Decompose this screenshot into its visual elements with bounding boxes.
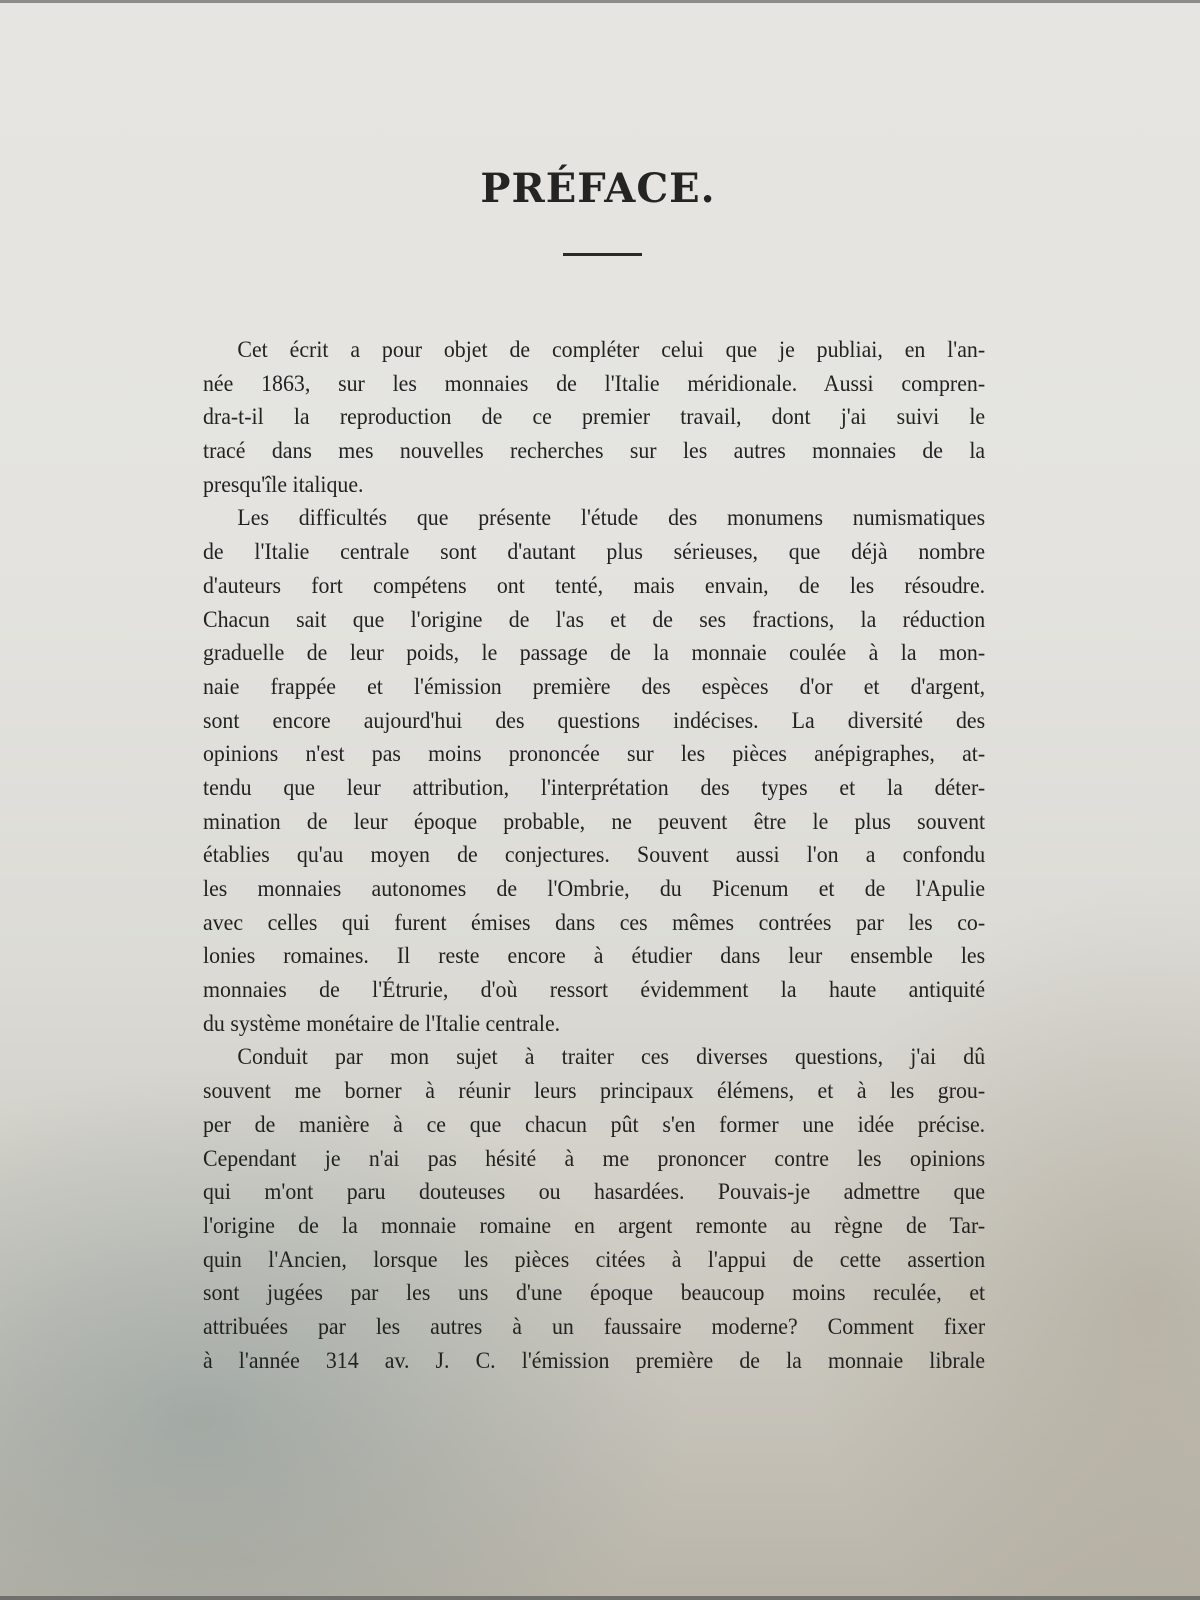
paragraph-3-line-9: attribuées par les autres à un faussaire moderne? Comment fixer	[203, 1313, 986, 1340]
paragraph-1-line-4: tracé dans mes nouvelles recherches sur les autres monnaies de la	[203, 438, 986, 465]
paragraph-3-line-6: l'origine de la monnaie romaine en argent remonte au règne de Tar-	[203, 1212, 986, 1239]
paragraph-3-line-3: per de manière à ce que chacun pût s'en former une idée précise.	[203, 1111, 986, 1138]
paragraph-2-line-13: avec celles qui furent émises dans ces mêmes contrées par les co-	[203, 909, 986, 936]
paragraph-2-line-5: graduelle de leur poids, le passage de la monnaie coulée à la mon-	[203, 640, 986, 667]
paragraph-1-line-5: presqu'île italique.	[203, 471, 364, 498]
paragraph-1-line-1: Cet écrit a pour objet de compléter celui que je publiai, en l'an-	[237, 337, 986, 363]
paragraph-2-line-9: tendu que leur attribution, l'interprétation des types et la déter-	[203, 774, 986, 801]
paragraph-3-line-7: quin l'Ancien, lorsque les pièces citées à l'appui de cette assertion	[203, 1246, 986, 1273]
paragraph-3-line-10: à l'année 314 av. J. C. l'émission première de la monnaie librale	[203, 1347, 986, 1374]
page-bottom-edge	[0, 1596, 1200, 1600]
page-top-edge	[0, 0, 1200, 3]
paragraph-2-line-6: naie frappée et l'émission première des espèces d'or et d'argent,	[203, 673, 986, 700]
paragraph-3-line-8: sont jugées par les uns d'une époque beaucoup moins reculée, et	[203, 1280, 986, 1307]
preface-body	[203, 334, 985, 1378]
paragraph-1-line-2: née 1863, sur les monnaies de l'Italie méridionale. Aussi compren-	[203, 370, 986, 397]
paragraph-2-line-16: du système monétaire de l'Italie centrale.	[203, 1010, 561, 1037]
paragraph-2-line-7: sont encore aujourd'hui des questions indécises. La diversité des	[203, 707, 986, 734]
paragraph-3-line-5: qui m'ont paru douteuses ou hasardées. Pouvais-je admettre que	[203, 1179, 986, 1206]
paragraph-3-line-4: Cependant je n'ai pas hésité à me prononcer contre les opinions	[203, 1145, 986, 1172]
paragraph-2-line-1: Les difficultés que présente l'étude des monumens numismatiques	[237, 505, 986, 532]
title-rule-divider	[563, 253, 642, 256]
paragraph-3-line-2: souvent me borner à réunir leurs principaux élémens, et à les grou-	[203, 1078, 986, 1105]
paragraph-2-line-4: Chacun sait que l'origine de l'as et de ses fractions, la réduction	[203, 606, 986, 633]
paragraph-2-line-14: lonies romaines. Il reste encore à étudier dans leur ensemble les	[203, 943, 986, 970]
paragraph-2-line-11: établies qu'au moyen de conjectures. Souvent aussi l'on a confondu	[203, 842, 986, 869]
paragraph-1-line-3: dra-t-il la reproduction de ce premier travail, dont j'ai suivi le	[203, 404, 986, 431]
paragraph-3-line-1: Conduit par mon sujet à traiter ces diverses questions, j'ai dû	[237, 1044, 986, 1071]
page-title: PRÉFACE.	[480, 165, 716, 212]
paragraph-2-line-15: monnaies de l'Étrurie, d'où ressort évidemment la haute antiquité	[203, 977, 986, 1004]
paragraph-2-line-12: les monnaies autonomes de l'Ombrie, du Picenum et de l'Apulie	[203, 876, 986, 902]
paragraph-2-line-10: mination de leur époque probable, ne peuvent être le plus souvent	[203, 808, 986, 835]
paragraph-2-line-2: de l'Italie centrale sont d'autant plus sérieuses, que déjà nombre	[203, 539, 986, 566]
paragraph-2-line-8: opinions n'est pas moins prononcée sur les pièces anépigraphes, at-	[203, 741, 986, 768]
paragraph-2-line-3: d'auteurs fort compétens ont tenté, mais envain, de les résoudre.	[203, 572, 986, 599]
